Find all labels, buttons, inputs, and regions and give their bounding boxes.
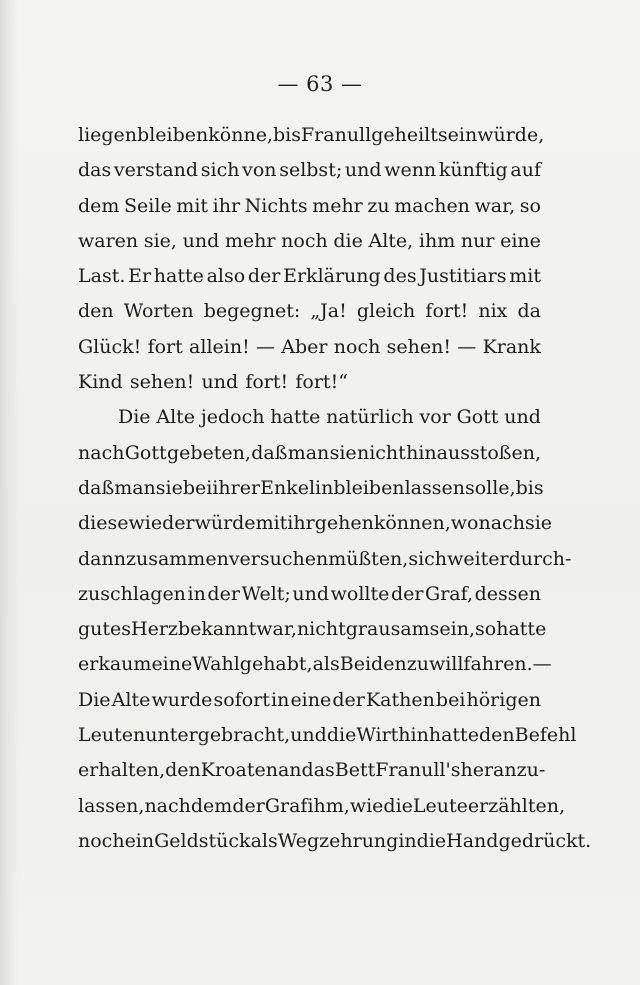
text-line: nach Gott gebeten, daß man sie nicht hinausstoßen, [78,441,541,464]
text-line: Last. Er hatte also der Erklärung des Justitiars mit [78,265,541,288]
text-line: Glück! fort allein! — Aber noch sehen! — Krank [78,335,541,358]
text-line: liegen bleiben könne, bis Franull geheilt sein würde, [78,124,545,146]
body-text [78,118,592,859]
text-line: er kaum eine Wahl gehabt, als Beiden zu willfahren. — [78,653,552,676]
text-line: diese wieder würde mit ihr gehen können, wonach sie [78,512,553,535]
text-line: noch ein Geldstück als Wegzehrung in die Hand gedrückt. [78,829,592,852]
page-number: — 63 — [277,72,363,96]
text-line: Kind sehen! und fort! fort!“ [78,371,348,394]
text-line: den Worten begegnet: „Ja! gleich fort! nix da [78,300,541,323]
text-line: Die Alte wurde sofort in eine der Kathen bei hörigen [78,688,541,711]
text-line: dem Seile mit ihr Nichts mehr zu machen war, so [78,194,541,217]
text-line: erhalten, den Kroaten an das Bett Franull's heranzu- [78,759,546,782]
text-line: lassen, nachdem der Graf ihm, wie die Leute erzählten, [78,794,566,817]
text-line: Leuten untergebracht, und die Wirthin hatte den Befehl [78,724,577,747]
text-line: daß man sie bei ihrer Enkelin bleiben lassen solle, bis [78,476,544,499]
text-line: das verstand sich von selbst; und wenn künftig auf [78,159,541,182]
text-line: dann zusammen versuchen müßten, sich weiter durch- [78,547,572,570]
text-line: waren sie, und mehr noch die Alte, ihm nur eine [78,229,541,252]
text-line: zuschlagen in der Welt; und wollte der Graf, dessen [78,582,541,605]
text-line: gutes Herz bekannt war, nicht grausam sein, so hatte [78,618,547,641]
text-line: Die Alte jedoch hatte natürlich vor Gott und [118,406,541,429]
